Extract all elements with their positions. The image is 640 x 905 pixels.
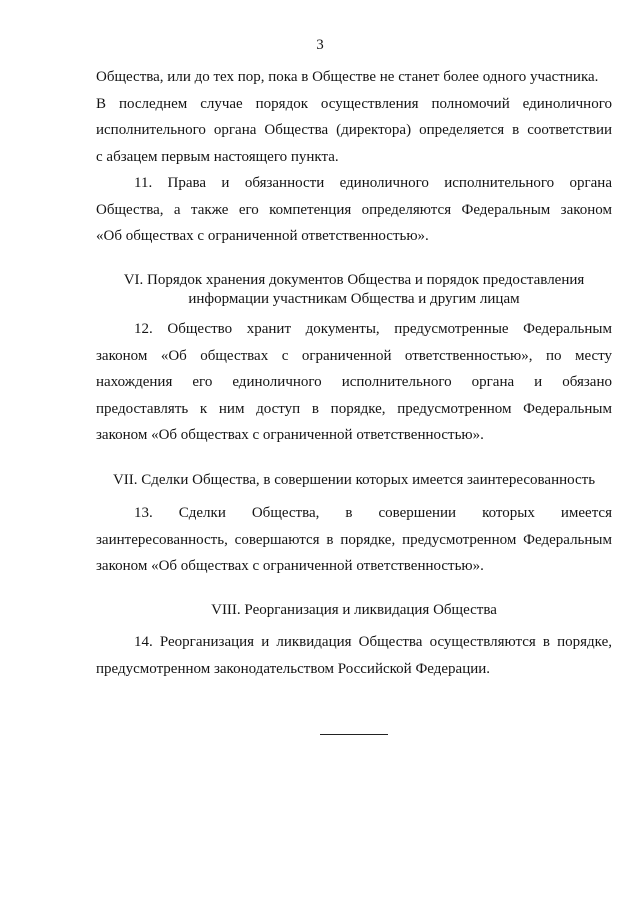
text-line: 13. Сделки Общества, в совершении которых имеется — [134, 505, 612, 521]
end-of-document-line — [320, 734, 388, 735]
section-heading-vi — [90, 271, 618, 309]
text-line: законом «Об обществах с ограниченной ответственностью», по месту — [96, 347, 612, 364]
heading-line: VII. Сделки Общества, в совершении которых имеется заинтересованность — [112, 472, 596, 488]
heading-line: VI. Порядок хранения документов Общества и порядок предоставления — [123, 272, 585, 288]
section-heading-vii — [90, 471, 618, 490]
section-heading-viii — [90, 601, 618, 620]
text-line: заинтересованность, совершаются в порядке, предусмотренном Федеральным — [96, 531, 612, 548]
text-line: В последнем случае порядок осуществления полномочий единоличного — [96, 95, 612, 112]
text-line: предусмотренном законодательством Российской Федерации. — [96, 660, 491, 677]
text-line: 11. Права и обязанности единоличного исполнительного органа — [134, 175, 612, 191]
text-line: 12. Общество хранит документы, предусмотренные Федеральным — [134, 321, 612, 337]
text-line: предоставлять к ним доступ в порядке, предусмотренном Федеральным — [96, 400, 612, 417]
paragraph-14 — [96, 629, 612, 682]
heading-line: VIII. Реорганизация и ликвидация Общества — [211, 602, 497, 618]
text-line: исполнительного органа Общества (директора) определяется в соответствии — [96, 122, 612, 138]
text-line: законом «Об обществах с ограниченной ответственностью». — [96, 558, 484, 574]
text-line: Общества, а также его компетенция определяются Федеральным законом — [96, 201, 612, 218]
page-number: 3 — [316, 37, 324, 53]
text-line: 14. Реорганизация и ликвидация Общества осуществляются в порядке, — [134, 634, 612, 650]
paragraph-10-continuation — [96, 64, 612, 170]
text-line: законом «Об обществах с ограниченной ответственностью». — [96, 427, 484, 443]
text-line: Общества, или до тех пор, пока в Обществе не станет более одного участника. — [96, 69, 599, 85]
paragraph-13 — [96, 500, 612, 580]
heading-line: информации участникам Общества и другим лицам — [188, 291, 520, 307]
text-line: «Об обществах с ограниченной ответственностью». — [96, 228, 429, 244]
text-line: нахождения его единоличного исполнительного органа и обязано — [96, 374, 612, 390]
paragraph-12 — [96, 316, 612, 449]
text-line: с абзацем первым настоящего пункта. — [96, 148, 339, 165]
paragraph-11 — [96, 170, 612, 250]
